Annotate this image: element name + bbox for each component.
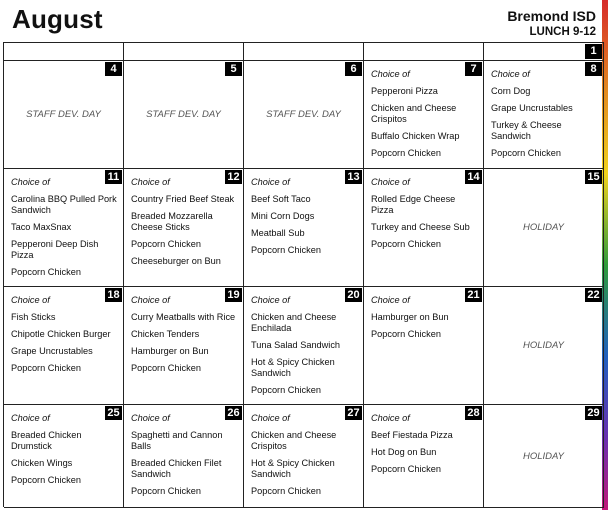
menu-item: Chicken and Cheese Crispitos xyxy=(371,103,457,124)
week-row xyxy=(4,287,604,405)
menu-item: Rolled Edge Cheese Pizza xyxy=(371,194,456,215)
menu-list xyxy=(131,413,237,503)
menu-item: Meatball Sub xyxy=(251,228,305,238)
day-cell xyxy=(244,43,364,61)
menu-item: Grape Uncrustables xyxy=(11,346,93,356)
grade-label: LUNCH 9-12 xyxy=(529,26,596,38)
menu-item: Chicken and Cheese Crispitos xyxy=(251,430,337,451)
day-number: 27 xyxy=(345,406,362,420)
week-row xyxy=(4,169,604,287)
day-cell xyxy=(124,169,244,287)
day-cell xyxy=(124,405,244,508)
menu-item: Fish Sticks xyxy=(11,312,56,322)
menu-item: Curry Meatballs with Rice xyxy=(131,312,236,322)
day-number: 26 xyxy=(225,406,242,420)
day-note: STAFF DEV. DAY xyxy=(146,109,221,120)
menu-list xyxy=(371,295,477,346)
menu-list xyxy=(251,413,357,503)
menu-item: Chicken Tenders xyxy=(131,329,200,339)
day-cell xyxy=(124,43,244,61)
menu-list xyxy=(491,69,597,165)
menu-item: Popcorn Chicken xyxy=(251,486,321,496)
menu-item: Popcorn Chicken xyxy=(251,385,321,395)
calendar-grid xyxy=(3,42,604,507)
day-number: 29 xyxy=(585,406,602,420)
month-title: August xyxy=(12,4,103,34)
menu-item: Spaghetti and Cannon Balls xyxy=(131,430,223,451)
choice-label: Choice of xyxy=(131,413,170,423)
day-note: STAFF DEV. DAY xyxy=(26,109,101,120)
menu-item: Popcorn Chicken xyxy=(371,329,441,339)
menu-list xyxy=(11,295,117,380)
day-cell xyxy=(124,61,244,169)
menu-item: Beef Soft Taco xyxy=(251,194,311,204)
choice-label: Choice of xyxy=(371,413,410,423)
day-cell xyxy=(4,43,124,61)
day-cell xyxy=(484,43,604,61)
menu-list xyxy=(11,413,117,492)
menu-item: Pepperoni Deep Dish Pizza xyxy=(11,239,99,260)
day-number: 1 xyxy=(585,44,602,59)
menu-item: Popcorn Chicken xyxy=(371,464,441,474)
choice-label: Choice of xyxy=(251,177,290,187)
choice-label: Choice of xyxy=(491,69,530,79)
menu-item: Turkey and Cheese Sub xyxy=(371,222,470,232)
choice-label: Choice of xyxy=(251,413,290,423)
day-number: 15 xyxy=(585,170,602,184)
day-cell xyxy=(4,169,124,287)
day-note: HOLIDAY xyxy=(522,450,564,462)
day-cell xyxy=(364,405,484,508)
menu-item: Popcorn Chicken xyxy=(11,267,81,277)
day-number: 22 xyxy=(585,288,602,302)
menu-item: Popcorn Chicken xyxy=(131,486,201,496)
day-cell xyxy=(364,287,484,405)
menu-item: Grape Uncrustables xyxy=(491,103,573,113)
menu-item: Breaded Mozzarella Cheese Sticks xyxy=(131,211,213,232)
menu-list xyxy=(371,413,477,481)
day-cell xyxy=(364,169,484,287)
menu-item: Chicken and Cheese Enchilada xyxy=(251,312,337,333)
menu-list xyxy=(371,177,477,256)
menu-item: Taco MaxSnax xyxy=(11,222,72,232)
day-number: 25 xyxy=(105,406,122,420)
menu-list xyxy=(251,177,357,262)
menu-item: Mini Corn Dogs xyxy=(251,211,315,221)
day-number: 13 xyxy=(345,170,362,184)
choice-label: Choice of xyxy=(371,69,410,79)
choice-label: Choice of xyxy=(131,177,170,187)
day-cell xyxy=(484,169,604,287)
menu-item: Hot & Spicy Chicken Sandwich xyxy=(251,357,335,378)
menu-list xyxy=(371,69,477,165)
choice-label: Choice of xyxy=(11,413,50,423)
menu-list xyxy=(131,295,237,380)
menu-item: Chicken Wings xyxy=(11,458,73,468)
day-cell xyxy=(244,405,364,508)
menu-item: Pepperoni Pizza xyxy=(371,86,438,96)
day-cell xyxy=(4,61,124,169)
choice-label: Choice of xyxy=(371,295,410,305)
menu-item: Popcorn Chicken xyxy=(131,363,201,373)
menu-item: Popcorn Chicken xyxy=(371,148,441,158)
day-cell xyxy=(364,61,484,169)
menu-item: Popcorn Chicken xyxy=(11,363,81,373)
day-cell xyxy=(4,405,124,508)
day-cell xyxy=(244,287,364,405)
menu-item: Turkey & Cheese Sandwich xyxy=(491,120,562,141)
menu-item: Cheeseburger on Bun xyxy=(131,256,221,266)
menu-item: Hamburger on Bun xyxy=(371,312,449,322)
day-number: 4 xyxy=(105,62,122,76)
day-cell xyxy=(484,287,604,405)
week-row xyxy=(4,61,604,169)
menu-item: Breaded Chicken Drumstick xyxy=(11,430,82,451)
day-number: 20 xyxy=(345,288,362,302)
day-number: 21 xyxy=(465,288,482,302)
menu-list xyxy=(251,295,357,402)
school-name: Bremond ISD xyxy=(507,8,596,24)
choice-label: Choice of xyxy=(371,177,410,187)
day-number: 8 xyxy=(585,62,602,76)
day-number: 19 xyxy=(225,288,242,302)
day-number: 28 xyxy=(465,406,482,420)
day-cell xyxy=(484,61,604,169)
menu-list xyxy=(131,177,237,273)
day-number: 18 xyxy=(105,288,122,302)
menu-item: Popcorn Chicken xyxy=(11,475,81,485)
menu-item: Popcorn Chicken xyxy=(491,148,561,158)
menu-item: Beef Fiestada Pizza xyxy=(371,430,453,440)
menu-item: Popcorn Chicken xyxy=(251,245,321,255)
menu-item: Buffalo Chicken Wrap xyxy=(371,131,460,141)
day-number: 11 xyxy=(105,170,122,184)
day-number: 14 xyxy=(465,170,482,184)
choice-label: Choice of xyxy=(251,295,290,305)
day-number: 7 xyxy=(465,62,482,76)
choice-label: Choice of xyxy=(131,295,170,305)
day-note: HOLIDAY xyxy=(522,222,564,233)
day-number: 12 xyxy=(225,170,242,184)
menu-list xyxy=(11,177,117,284)
day-cell xyxy=(4,287,124,405)
day-number: 5 xyxy=(225,62,242,76)
menu-item: Popcorn Chicken xyxy=(131,239,201,249)
week-row xyxy=(4,405,604,508)
menu-item: Hot & Spicy Chicken Sandwich xyxy=(251,458,335,479)
day-cell xyxy=(244,61,364,169)
day-cell xyxy=(364,43,484,61)
menu-item: Popcorn Chicken xyxy=(371,239,441,249)
day-note: STAFF DEV. DAY xyxy=(266,109,341,120)
day-cell xyxy=(484,405,604,508)
choice-label: Choice of xyxy=(11,177,50,187)
week-row xyxy=(4,43,604,61)
menu-item: Carolina BBQ Pulled Pork Sandwich xyxy=(11,194,117,215)
menu-item: Country Fried Beef Steak xyxy=(131,194,235,204)
day-cell xyxy=(124,287,244,405)
menu-item: Corn Dog xyxy=(491,86,531,96)
menu-item: Hot Dog on Bun xyxy=(371,447,437,457)
menu-item: Tuna Salad Sandwich xyxy=(251,340,341,350)
menu-item: Hamburger on Bun xyxy=(131,346,209,356)
menu-item: Breaded Chicken Filet Sandwich xyxy=(131,458,222,479)
choice-label: Choice of xyxy=(11,295,50,305)
day-cell xyxy=(244,169,364,287)
menu-item: Chipotle Chicken Burger xyxy=(11,329,111,339)
day-number: 6 xyxy=(345,62,362,76)
day-note: HOLIDAY xyxy=(522,340,564,351)
